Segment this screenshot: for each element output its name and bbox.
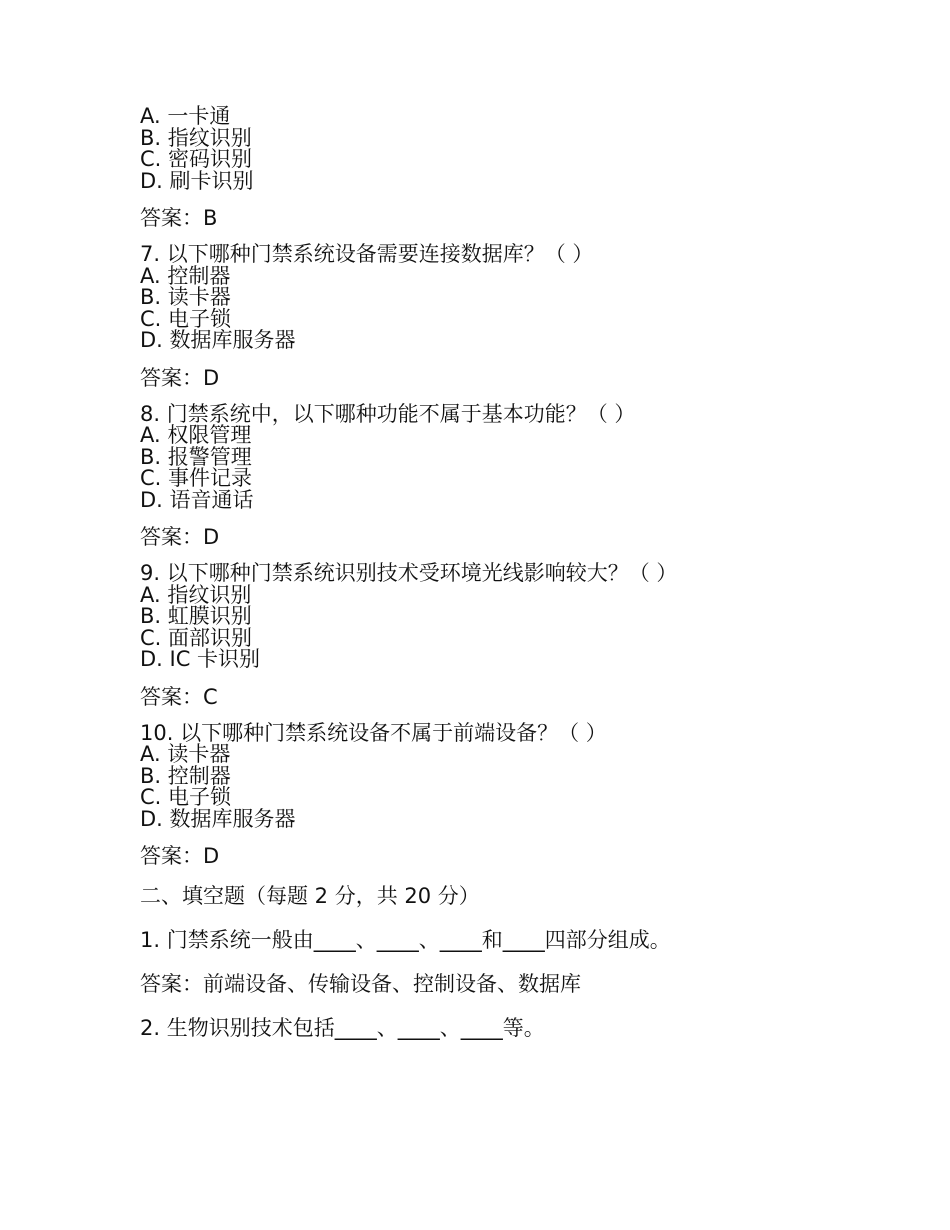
option-c: C. 密码识别 — [140, 147, 253, 171]
option-list — [140, 425, 840, 511]
option-a: A. 一卡通 — [140, 104, 231, 128]
option-c: C. 面部识别 — [140, 625, 253, 650]
option-list — [140, 263, 840, 352]
option-a: A. 指纹识别 — [140, 582, 252, 607]
question-title: 7. 以下哪种门禁系统设备需要连接数据库？（ ） — [140, 242, 594, 266]
option-list — [140, 582, 840, 671]
option-a: A. 读卡器 — [140, 742, 231, 766]
question-8 — [140, 401, 840, 512]
answer-9: 答案：C — [140, 684, 218, 709]
answer-10: 答案：D — [140, 844, 220, 868]
option-d: D. 数据库服务器 — [140, 806, 296, 831]
answer-7: 答案：D — [140, 365, 220, 390]
option-d: D. 刷卡识别 — [140, 168, 254, 193]
question-9 — [140, 563, 840, 671]
option-b: B. 虹膜识别 — [140, 604, 252, 628]
option-c: C. 电子锁 — [140, 785, 232, 809]
section-title-fill-in: 二、填空题（每题 2 分，共 20 分） — [140, 884, 480, 908]
option-list — [140, 744, 840, 830]
option-a: A. 权限管理 — [140, 423, 252, 447]
question-title: 9. 以下哪种门禁系统识别技术受环境光线影响较大？（ ） — [140, 561, 678, 585]
option-b: B. 指纹识别 — [140, 125, 252, 150]
question-10 — [140, 720, 840, 831]
option-b: B. 报警管理 — [140, 444, 252, 469]
option-d: D. 语音通话 — [140, 487, 254, 512]
answer-6: 答案：B — [140, 206, 218, 230]
question-6-options — [140, 106, 840, 192]
question-title: 8. 门禁系统中，以下哪种功能不属于基本功能？（ ） — [140, 401, 636, 426]
option-d: D. IC 卡识别 — [140, 647, 261, 671]
fill-question-1: 1. 门禁系统一般由____、____、____和____四部分组成。 — [140, 928, 671, 952]
option-b: B. 读卡器 — [140, 285, 231, 309]
option-b: B. 控制器 — [140, 763, 231, 788]
option-c: C. 电子锁 — [140, 306, 232, 331]
option-a: A. 控制器 — [140, 263, 231, 288]
option-d: D. 数据库服务器 — [140, 328, 296, 352]
option-list — [140, 106, 840, 192]
option-c: C. 事件记录 — [140, 466, 253, 490]
answer-8: 答案：D — [140, 525, 220, 549]
fill-question-2: 2. 生物识别技术包括____、____、____等。 — [140, 1016, 545, 1040]
fill-answer-1: 答案：前端设备、传输设备、控制设备、数据库 — [140, 972, 581, 996]
document-page — [140, 106, 840, 1058]
question-title: 10. 以下哪种门禁系统设备不属于前端设备？（ ） — [140, 720, 607, 745]
question-7 — [140, 244, 840, 352]
